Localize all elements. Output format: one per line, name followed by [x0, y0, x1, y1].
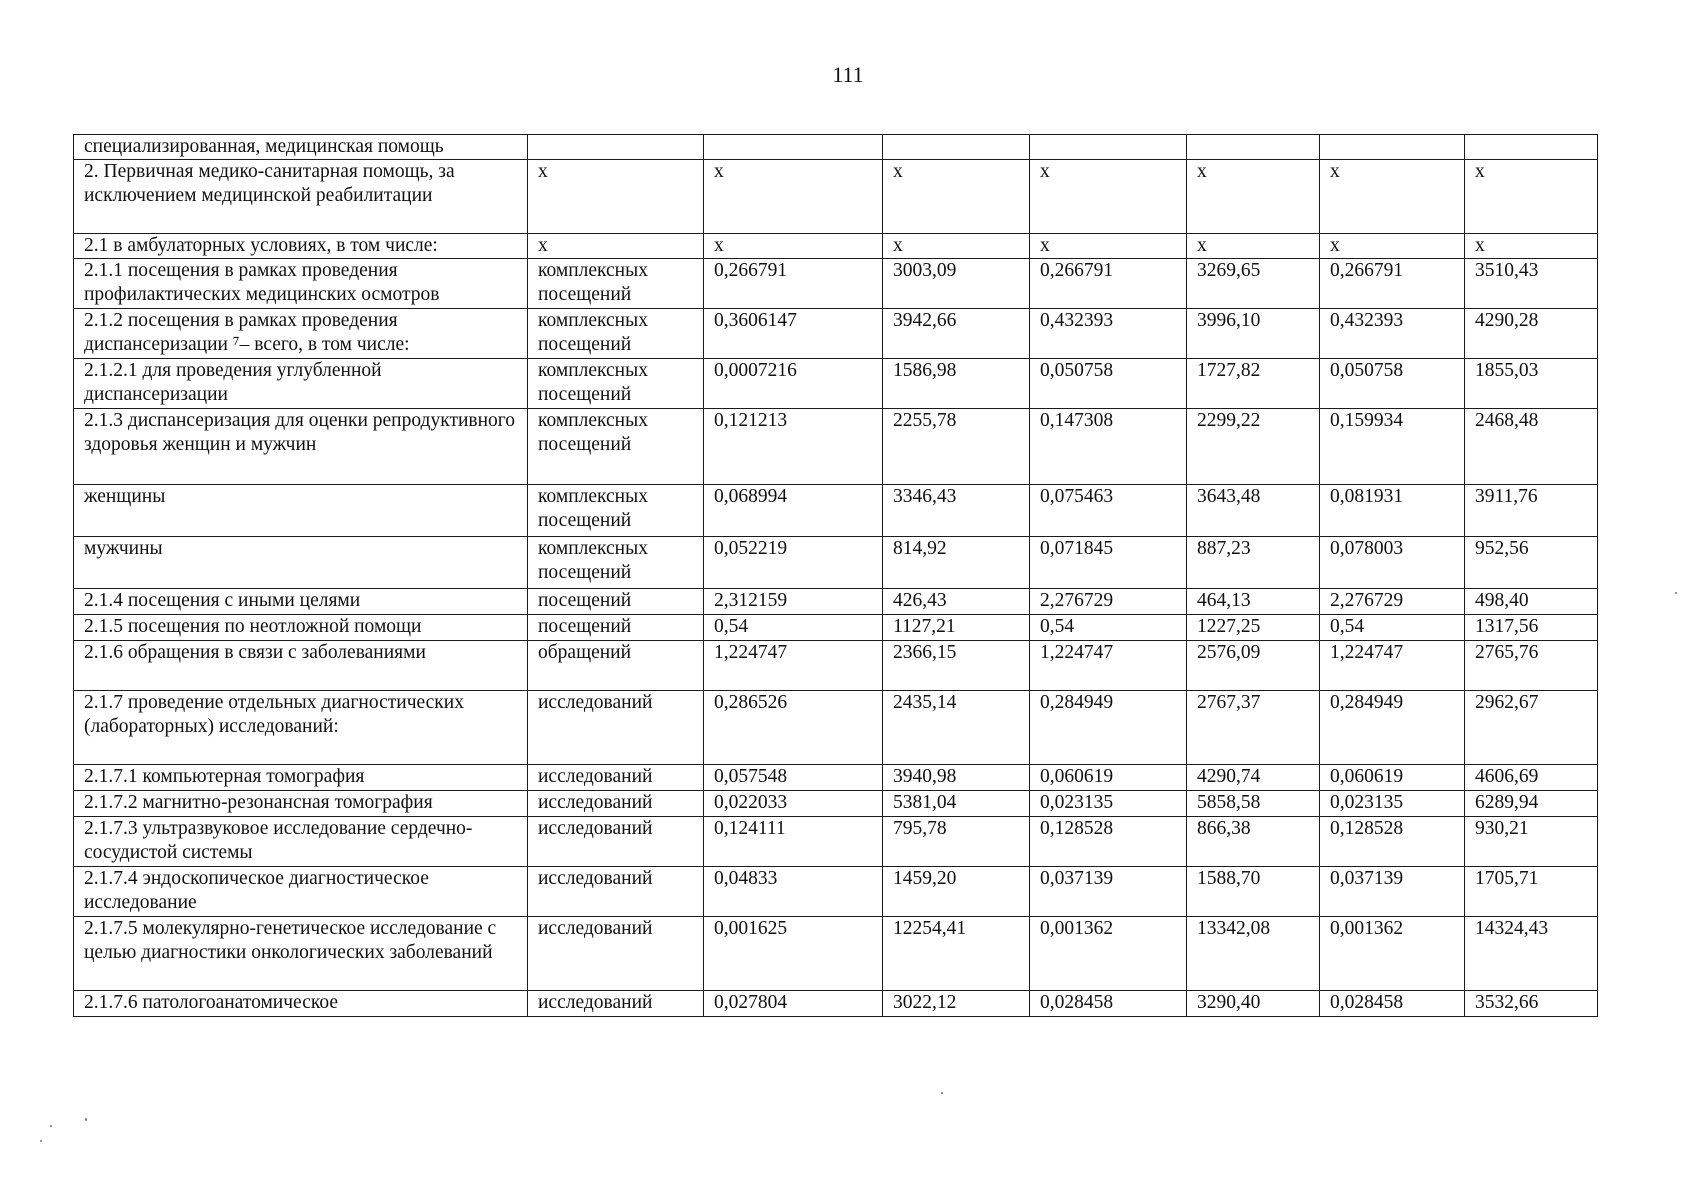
cost-2027-cell: 1705,71 — [1465, 867, 1598, 917]
indicator-name-cell: 2.1.5 посещения по неотложной помощи — [74, 615, 528, 641]
rate-2025-cell: 0,068994 — [704, 485, 883, 537]
cost-2026-cell: 3290,40 — [1187, 991, 1320, 1017]
cost-2025-cell: 2366,15 — [883, 641, 1030, 691]
rate-2026-cell: 0,075463 — [1030, 485, 1187, 537]
cost-2026-cell: 13342,08 — [1187, 917, 1320, 991]
unit-cell: комплексных посещений — [528, 485, 704, 537]
rate-2026-cell: 0,128528 — [1030, 817, 1187, 867]
cost-2027-cell: 952,56 — [1465, 537, 1598, 589]
cost-2026-cell: 1727,82 — [1187, 359, 1320, 409]
unit-cell: х — [528, 160, 704, 234]
unit-cell: исследований — [528, 991, 704, 1017]
table-row — [74, 309, 1598, 359]
cost-2026-cell: 866,38 — [1187, 817, 1320, 867]
unit-cell: обращений — [528, 641, 704, 691]
page-number: 111 — [832, 62, 864, 87]
table-row — [74, 359, 1598, 409]
cost-2027-cell: 2765,76 — [1465, 641, 1598, 691]
unit-cell: посещений — [528, 589, 704, 615]
cost-2025-cell: х — [883, 160, 1030, 234]
cost-2026-cell: 3996,10 — [1187, 309, 1320, 359]
rate-2025-cell: 0,286526 — [704, 691, 883, 765]
cost-2027-cell: 498,40 — [1465, 589, 1598, 615]
rate-2027-cell: 0,050758 — [1320, 359, 1465, 409]
cost-2027-cell: 14324,43 — [1465, 917, 1598, 991]
rate-2025-cell: 0,54 — [704, 615, 883, 641]
indicator-name-cell: 2.1.7.3 ультразвуковое исследование сердечно-сосудистой системы — [74, 817, 528, 867]
cost-2025-cell: 814,92 — [883, 537, 1030, 589]
rate-2026-cell: х — [1030, 160, 1187, 234]
cost-2026-cell: 4290,74 — [1187, 765, 1320, 791]
rate-2025-cell: 0,121213 — [704, 409, 883, 485]
table-row — [74, 791, 1598, 817]
rate-2025-cell: 0,057548 — [704, 765, 883, 791]
cost-2027-cell: 4606,69 — [1465, 765, 1598, 791]
cost-2026-cell — [1187, 135, 1320, 160]
unit-cell: исследований — [528, 691, 704, 765]
scan-speck — [85, 1118, 87, 1121]
rate-2027-cell: 0,284949 — [1320, 691, 1465, 765]
indicator-name-cell: 2.1.7 проведение отдельных диагностических (лабораторных) исследований: — [74, 691, 528, 765]
table-row — [74, 917, 1598, 991]
cost-2027-cell — [1465, 135, 1598, 160]
cost-2027-cell: х — [1465, 160, 1598, 234]
rate-2025-cell: 2,312159 — [704, 589, 883, 615]
rate-2027-cell: х — [1320, 234, 1465, 259]
indicator-name-cell: 2.1.7.2 магнитно-резонансная томография — [74, 791, 528, 817]
rate-2027-cell: 2,276729 — [1320, 589, 1465, 615]
table-row — [74, 537, 1598, 589]
cost-2026-cell: 3269,65 — [1187, 259, 1320, 309]
cost-2025-cell: 2255,78 — [883, 409, 1030, 485]
cost-2026-cell: х — [1187, 160, 1320, 234]
unit-cell: исследований — [528, 867, 704, 917]
table-row — [74, 817, 1598, 867]
cost-2027-cell: 2468,48 — [1465, 409, 1598, 485]
cost-2025-cell — [883, 135, 1030, 160]
rate-2025-cell: 0,0007216 — [704, 359, 883, 409]
cost-2026-cell: 1227,25 — [1187, 615, 1320, 641]
rate-2026-cell: 0,037139 — [1030, 867, 1187, 917]
cost-2026-cell: 464,13 — [1187, 589, 1320, 615]
medical-care-table — [73, 134, 1598, 1017]
rate-2027-cell: 0,037139 — [1320, 867, 1465, 917]
indicator-name-cell: специализированная, медицинская помощь — [74, 135, 528, 160]
cost-2027-cell: 930,21 — [1465, 817, 1598, 867]
scan-speck — [1675, 592, 1677, 594]
cost-2025-cell: 1586,98 — [883, 359, 1030, 409]
cost-2026-cell: 2767,37 — [1187, 691, 1320, 765]
cost-2027-cell: 2962,67 — [1465, 691, 1598, 765]
table-row — [74, 615, 1598, 641]
rate-2026-cell: 0,284949 — [1030, 691, 1187, 765]
scan-speck — [40, 1140, 42, 1142]
rate-2026-cell: 0,050758 — [1030, 359, 1187, 409]
table-row — [74, 259, 1598, 309]
indicator-name-cell: 2.1.6 обращения в связи с заболеваниями — [74, 641, 528, 691]
rate-2027-cell — [1320, 135, 1465, 160]
indicator-name-cell: 2.1.2 посещения в рамках проведения диспансеризации ⁷– всего, в том числе: — [74, 309, 528, 359]
unit-cell: комплексных посещений — [528, 359, 704, 409]
cost-2026-cell: 5858,58 — [1187, 791, 1320, 817]
indicator-name-cell: 2.1.7.4 эндоскопическое диагностическое исследование — [74, 867, 528, 917]
rate-2027-cell: х — [1320, 160, 1465, 234]
unit-cell: х — [528, 234, 704, 259]
table-row — [74, 485, 1598, 537]
scan-speck — [941, 1092, 943, 1094]
cost-2025-cell: 3940,98 — [883, 765, 1030, 791]
rate-2027-cell: 0,432393 — [1320, 309, 1465, 359]
cost-2026-cell: 2299,22 — [1187, 409, 1320, 485]
rate-2027-cell: 0,078003 — [1320, 537, 1465, 589]
indicator-name-cell: женщины — [74, 485, 528, 537]
indicator-name-cell: 2.1.3 диспансеризация для оценки репродуктивного здоровья женщин и мужчин — [74, 409, 528, 485]
indicator-name-cell: 2.1 в амбулаторных условиях, в том числе: — [74, 234, 528, 259]
indicator-name-cell: 2.1.7.1 компьютерная томография — [74, 765, 528, 791]
cost-2027-cell: 6289,94 — [1465, 791, 1598, 817]
cost-2025-cell: 5381,04 — [883, 791, 1030, 817]
table-row — [74, 589, 1598, 615]
table-row — [74, 867, 1598, 917]
rate-2026-cell: 0,432393 — [1030, 309, 1187, 359]
cost-2027-cell: 3510,43 — [1465, 259, 1598, 309]
rate-2026-cell: 0,071845 — [1030, 537, 1187, 589]
rate-2025-cell: 1,224747 — [704, 641, 883, 691]
cost-2025-cell: 3022,12 — [883, 991, 1030, 1017]
cost-2027-cell: 3911,76 — [1465, 485, 1598, 537]
cost-2026-cell: 2576,09 — [1187, 641, 1320, 691]
rate-2025-cell — [704, 135, 883, 160]
rate-2025-cell: 0,022033 — [704, 791, 883, 817]
rate-2025-cell: х — [704, 160, 883, 234]
rate-2026-cell: 0,060619 — [1030, 765, 1187, 791]
indicator-name-cell: 2.1.7.6 патологоанатомическое — [74, 991, 528, 1017]
indicator-name-cell: 2.1.2.1 для проведения углубленной диспансеризации — [74, 359, 528, 409]
rate-2027-cell: 0,081931 — [1320, 485, 1465, 537]
rate-2027-cell: 0,023135 — [1320, 791, 1465, 817]
unit-cell: исследований — [528, 791, 704, 817]
indicator-name-cell: 2. Первичная медико-санитарная помощь, за исключением медицинской реабилитации — [74, 160, 528, 234]
table-row — [74, 641, 1598, 691]
unit-cell: комплексных посещений — [528, 409, 704, 485]
cost-2027-cell: 1855,03 — [1465, 359, 1598, 409]
cost-2025-cell: 426,43 — [883, 589, 1030, 615]
rate-2026-cell — [1030, 135, 1187, 160]
cost-2025-cell: х — [883, 234, 1030, 259]
rate-2027-cell: 0,060619 — [1320, 765, 1465, 791]
rate-2026-cell: 1,224747 — [1030, 641, 1187, 691]
rate-2027-cell: 0,128528 — [1320, 817, 1465, 867]
cost-2025-cell: 12254,41 — [883, 917, 1030, 991]
unit-cell: исследований — [528, 917, 704, 991]
rate-2026-cell: 2,276729 — [1030, 589, 1187, 615]
rate-2026-cell: 0,147308 — [1030, 409, 1187, 485]
rate-2027-cell: 0,54 — [1320, 615, 1465, 641]
cost-2026-cell: 3643,48 — [1187, 485, 1320, 537]
cost-2025-cell: 3942,66 — [883, 309, 1030, 359]
unit-cell: исследований — [528, 765, 704, 791]
rate-2025-cell: 0,001625 — [704, 917, 883, 991]
cost-2027-cell: 4290,28 — [1465, 309, 1598, 359]
rate-2026-cell: 0,028458 — [1030, 991, 1187, 1017]
unit-cell: комплексных посещений — [528, 309, 704, 359]
cost-2026-cell: х — [1187, 234, 1320, 259]
rate-2025-cell: х — [704, 234, 883, 259]
indicator-name-cell: мужчины — [74, 537, 528, 589]
table-body — [74, 135, 1598, 1017]
rate-2025-cell: 0,3606147 — [704, 309, 883, 359]
table-row — [74, 409, 1598, 485]
unit-cell: посещений — [528, 615, 704, 641]
cost-2025-cell: 3346,43 — [883, 485, 1030, 537]
cost-2025-cell: 1459,20 — [883, 867, 1030, 917]
table-row — [74, 765, 1598, 791]
unit-cell: комплексных посещений — [528, 537, 704, 589]
rate-2026-cell: 0,001362 — [1030, 917, 1187, 991]
indicator-name-cell: 2.1.4 посещения с иными целями — [74, 589, 528, 615]
cost-2027-cell: х — [1465, 234, 1598, 259]
rate-2027-cell: 0,001362 — [1320, 917, 1465, 991]
cost-2025-cell: 795,78 — [883, 817, 1030, 867]
unit-cell — [528, 135, 704, 160]
scan-speck — [50, 1125, 52, 1127]
unit-cell: комплексных посещений — [528, 259, 704, 309]
cost-2026-cell: 1588,70 — [1187, 867, 1320, 917]
indicator-name-cell: 2.1.7.5 молекулярно-генетическое исследование с целью диагностики онкологических заболеваний — [74, 917, 528, 991]
rate-2026-cell: 0,023135 — [1030, 791, 1187, 817]
cost-2025-cell: 2435,14 — [883, 691, 1030, 765]
rate-2026-cell: х — [1030, 234, 1187, 259]
rate-2025-cell: 0,027804 — [704, 991, 883, 1017]
rate-2025-cell: 0,04833 — [704, 867, 883, 917]
rate-2026-cell: 0,54 — [1030, 615, 1187, 641]
indicator-name-cell: 2.1.1 посещения в рамках проведения профилактических медицинских осмотров — [74, 259, 528, 309]
rate-2027-cell: 1,224747 — [1320, 641, 1465, 691]
rate-2027-cell: 0,266791 — [1320, 259, 1465, 309]
cost-2025-cell: 1127,21 — [883, 615, 1030, 641]
cost-2027-cell: 1317,56 — [1465, 615, 1598, 641]
rate-2025-cell: 0,124111 — [704, 817, 883, 867]
rate-2025-cell: 0,052219 — [704, 537, 883, 589]
table-row — [74, 160, 1598, 234]
rate-2025-cell: 0,266791 — [704, 259, 883, 309]
table-row — [74, 991, 1598, 1017]
unit-cell: исследований — [528, 817, 704, 867]
table-row — [74, 691, 1598, 765]
cost-2027-cell: 3532,66 — [1465, 991, 1598, 1017]
rate-2026-cell: 0,266791 — [1030, 259, 1187, 309]
rate-2027-cell: 0,159934 — [1320, 409, 1465, 485]
cost-2025-cell: 3003,09 — [883, 259, 1030, 309]
cost-2026-cell: 887,23 — [1187, 537, 1320, 589]
rate-2027-cell: 0,028458 — [1320, 991, 1465, 1017]
table-row — [74, 234, 1598, 259]
table-row — [74, 135, 1598, 160]
